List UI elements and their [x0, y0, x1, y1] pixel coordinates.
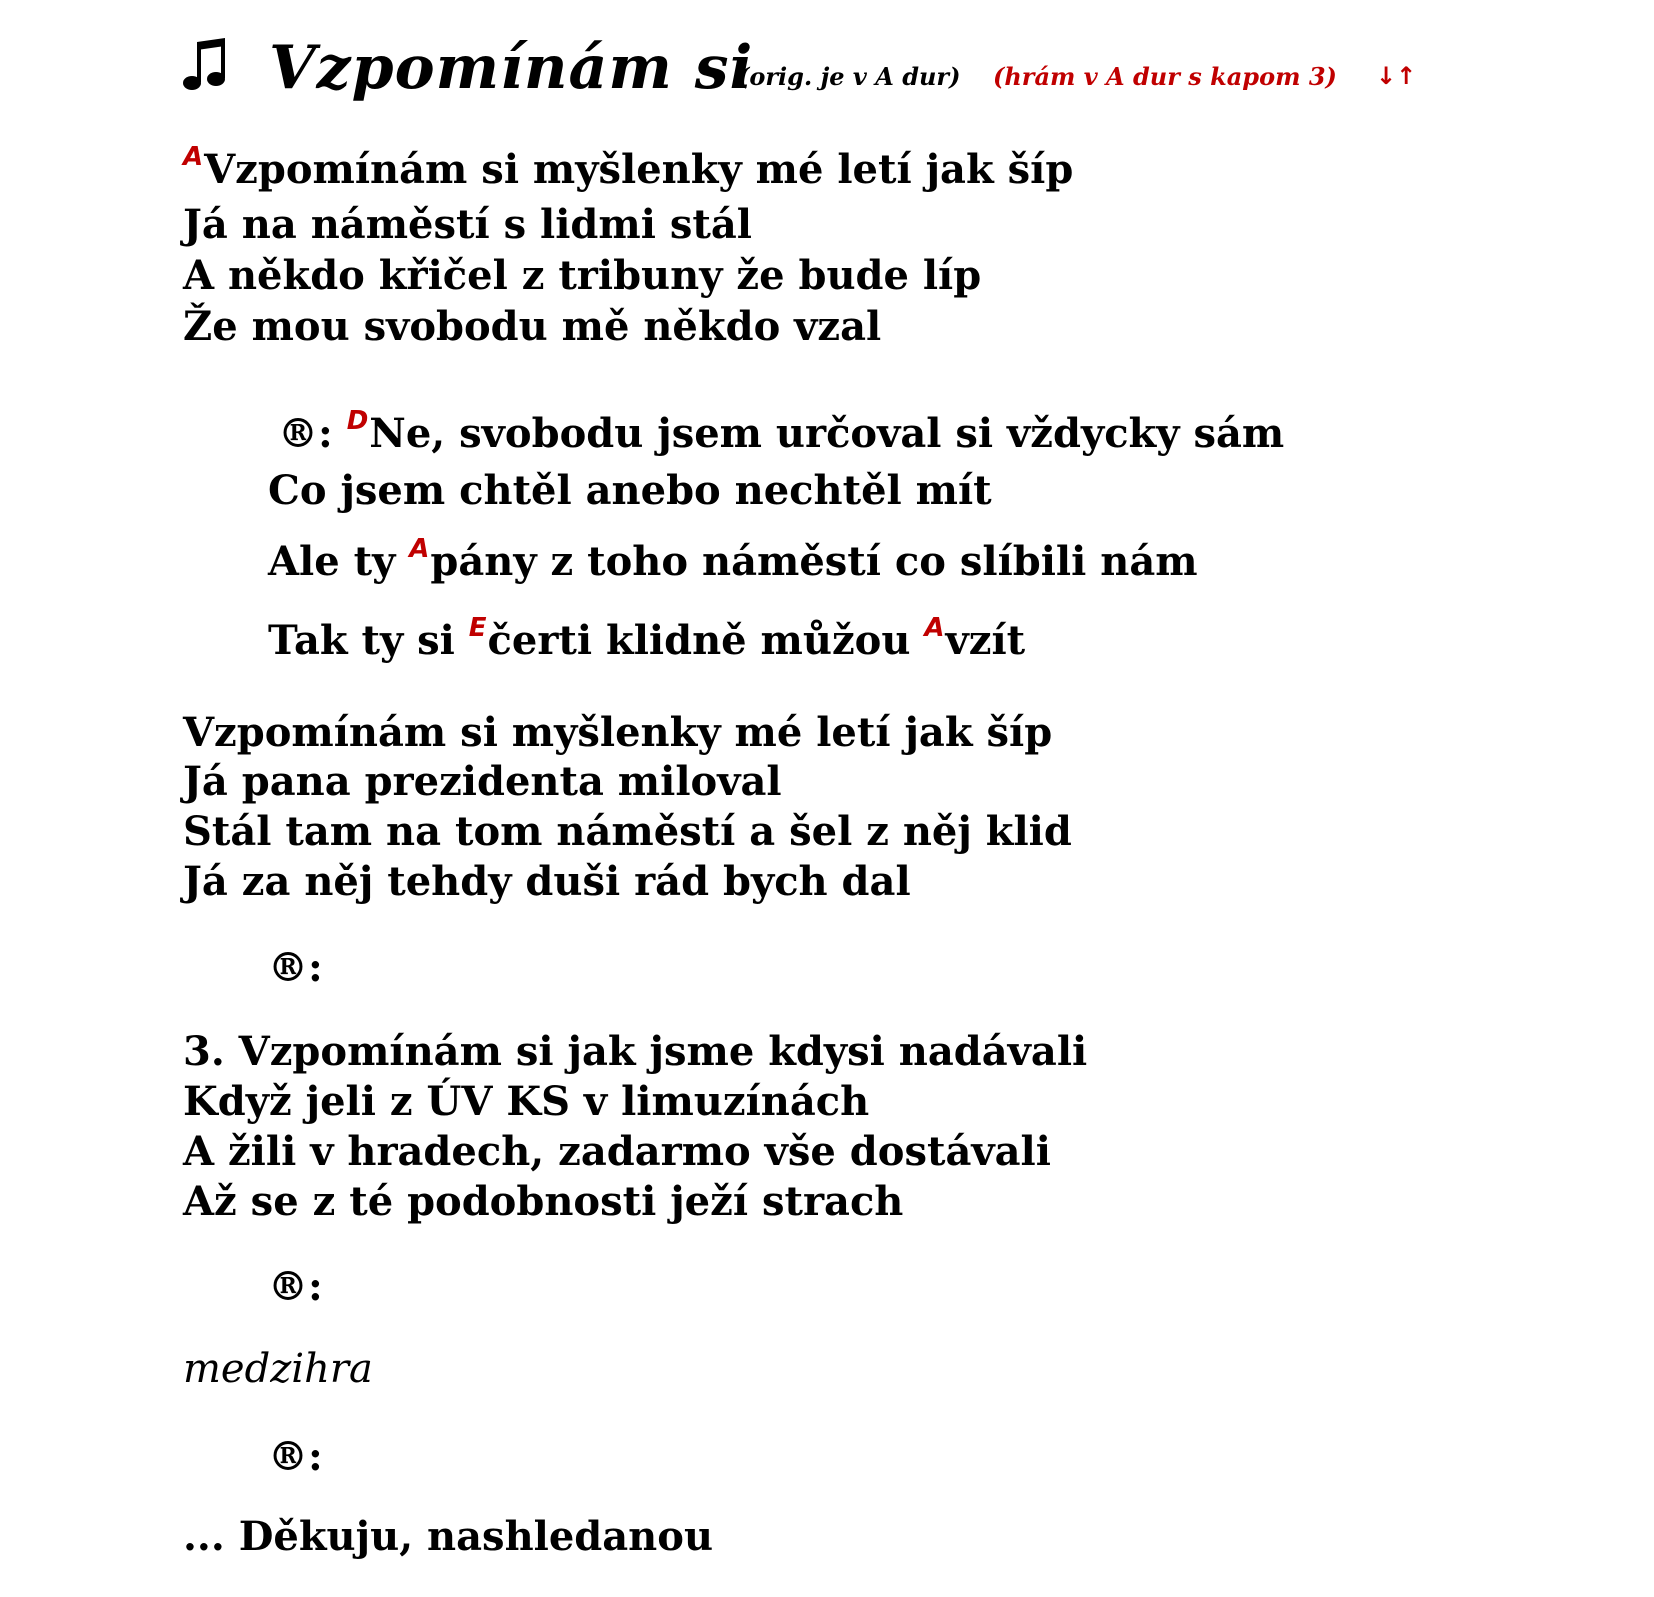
verse1-line4: Že mou svobodu mě někdo vzal: [183, 303, 882, 350]
interlude-label: medzihra: [183, 1346, 373, 1392]
lyric-text: čerti klidně můžou: [487, 617, 925, 664]
refrain-line4: [268, 613, 1026, 670]
verse3-line3: A žili v hradech, zadarmo vše dostávali: [183, 1128, 1051, 1175]
verse1-line2: Já na náměstí s lidmi stál: [183, 201, 752, 248]
chord-d: D: [346, 406, 369, 436]
verse3-line4: Až se z té podobnosti ježí strach: [183, 1178, 904, 1225]
verse3-line2: Když jeli z ÚV KS v limuzínách: [183, 1078, 870, 1125]
refrain-line2: Co jsem chtěl anebo nechtěl mít: [268, 467, 992, 514]
lyric-text: pány z toho náměstí co slíbili nám: [430, 538, 1198, 585]
music-note-icon: [183, 38, 231, 94]
refrain-mark: ®:: [278, 410, 333, 457]
refrain-mark: ®:: [268, 1263, 323, 1310]
verse2-line1: Vzpomínám si myšlenky mé letí jak šíp: [183, 709, 1053, 756]
closing-line: ... Děkuju, nashledanou: [183, 1513, 714, 1560]
chord-a: A: [183, 142, 204, 172]
refrain-line3: [268, 534, 1198, 591]
verse2-line2: Já pana prezidenta miloval: [183, 758, 782, 805]
refrain-mark: ®:: [268, 944, 323, 991]
verse2-line4: Já za něj tehdy duši rád bych dal: [183, 858, 911, 905]
lyric-text: Tak ty si: [268, 617, 469, 664]
lyric-text: Ale ty: [268, 538, 410, 585]
verse1-line3: A někdo křičel z tribuny že bude líp: [183, 252, 982, 299]
song-title: Vzpomínám si: [269, 33, 754, 103]
refrain-mark: ®:: [268, 1433, 323, 1480]
chord-a: A: [409, 534, 430, 564]
lyric-text: Vzpomínám si myšlenky mé letí jak šíp: [204, 146, 1074, 193]
lyric-text: Ne, svobodu jsem určoval si vždycky sám: [369, 410, 1285, 457]
verse2-line3: Stál tam na tom náměstí a šel z něj klid: [183, 808, 1072, 855]
verse1-line1: [183, 142, 1074, 199]
chord-a: A: [924, 613, 945, 643]
verse3-line1: 3. Vzpomínám si jak jsme kdysi nadávali: [183, 1028, 1088, 1075]
refrain-line1: [278, 406, 1285, 463]
chord-e: E: [468, 613, 487, 643]
lyric-text: vzít: [945, 617, 1026, 664]
original-key-note: (orig. je v A dur): [738, 62, 961, 91]
transpose-arrows-icon[interactable]: ↓↑: [1376, 62, 1417, 90]
played-key-note: (hrám v A dur s kapom 3): [993, 62, 1337, 91]
